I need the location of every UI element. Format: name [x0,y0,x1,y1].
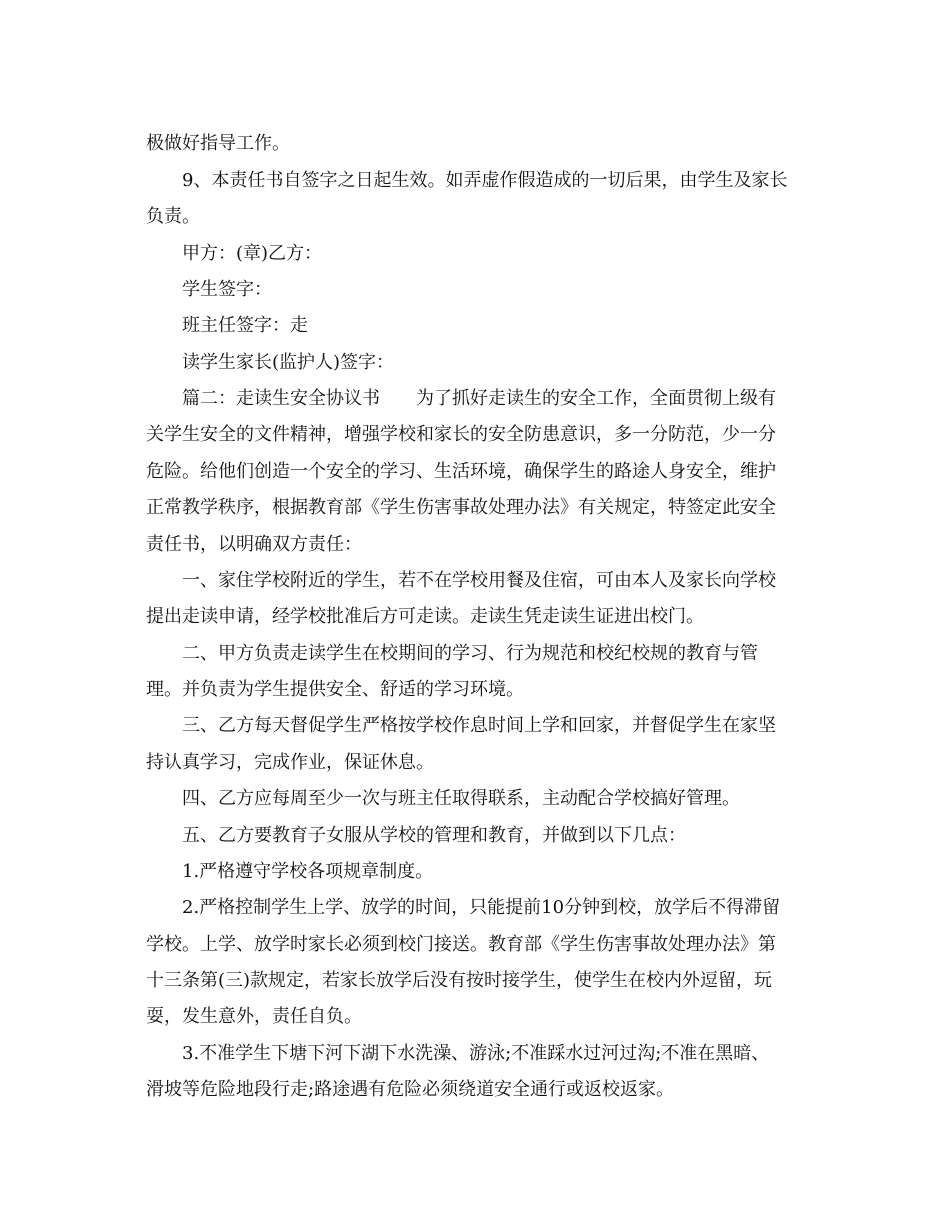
text-line: 正常教学秩序，根据教育部《学生伤害事故处理办法》有关规定，特签定此安全 [146,497,776,518]
text-line: 滑坡等危险地段行走;路途遇有危险必须绕道安全通行或返校返家。 [146,1079,675,1100]
text-line: 二、甲方负责走读学生在校期间的学习、行为规范和校纪校规的教育与管 [182,643,758,664]
text-line: 学生签字： [182,279,272,300]
text-line: 一、家住学校附近的学生，若不在学校用餐及住宿，可由本人及家长向学校 [182,570,776,591]
text-line: 五、乙方要教育子女服从学校的管理和教育，并做到以下几点： [182,825,686,846]
text-line: 十三条第(三)款规定，若家长放学后没有按时接学生，使学生在校内外逗留，玩 [146,970,773,991]
text-line: 危险。给他们创造一个安全的学习、生活环境，确保学生的路途人身安全，维护 [146,461,776,482]
text-line: 9、本责任书自签字之日起生效。如弄虚作假造成的一切后果，由学生及家长 [182,170,788,191]
text-line: 持认真学习，完成作业，保证休息。 [146,752,434,773]
text-line: 甲方：(章)乙方： [182,243,323,264]
text-line: 1.严格遵守学校各项规章制度。 [182,861,434,882]
text-line: 耍，发生意外，责任自负。 [146,1006,362,1027]
text-line: 四、乙方应每周至少一次与班主任取得联系，主动配合学校搞好管理。 [182,788,740,809]
text-line: 学校。上学、放学时家长必须到校门接送。教育部《学生伤害事故处理办法》第 [146,934,776,955]
text-line: 提出走读申请，经学校批准后方可走读。走读生凭走读生证进出校门。 [146,606,704,627]
text-line: 2.严格控制学生上学、放学的时间，只能提前10分钟到校，放学后不得滞留 [182,897,781,918]
text-line: 极做好指导工作。 [146,133,290,154]
text-line: 3.不准学生下塘下河下湖下水洗澡、游泳;不准踩水过河过沟;不准在黑暗、 [182,1043,770,1064]
text-line: 三、乙方每天督促学生严格按学校作息时间上学和回家，并督促学生在家坚 [182,715,776,736]
text-line: 负责。 [146,206,200,227]
text-line: 关学生安全的文件精神，增强学校和家长的安全防患意识，多一分防范，少一分 [146,424,776,445]
text-line: 篇二：走读生安全协议书 为了抓好走读生的安全工作，全面贯彻上级有 [182,388,776,409]
text-line: 理。并负责为学生提供安全、舒适的学习环境。 [146,679,524,700]
text-line: 读学生家长(监护人)签字： [182,352,395,373]
text-line: 班主任签字：走 [182,315,308,336]
text-line: 责任书，以明确双方责任： [146,534,362,555]
